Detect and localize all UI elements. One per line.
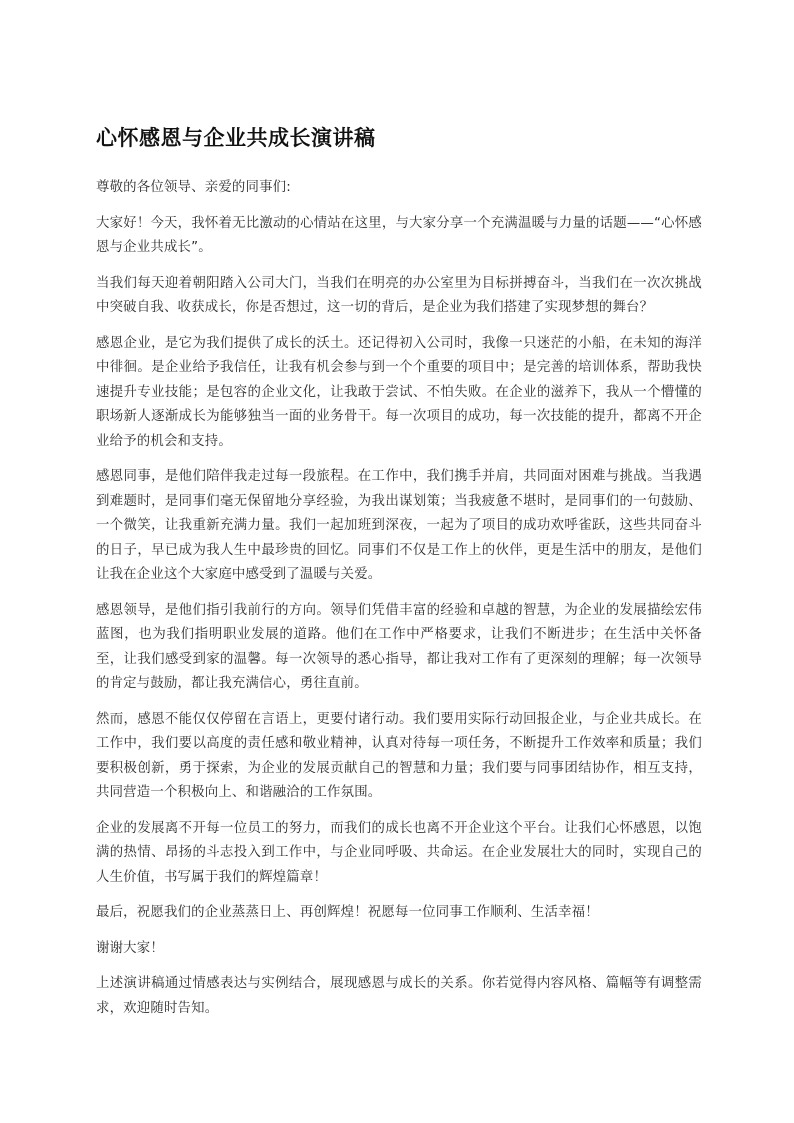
question-paragraph: 当我们每天迎着朝阳踏入公司大门，当我们在明亮的办公室里为目标拼搏奋斗，当我们在一次次挑战中突破自我、收获成长，你是否想过，这一切的背后，是企业为我们搭建了实现梦想的舞台？ [96, 275, 702, 315]
growth-paragraph: 企业的发展离不开每一位员工的努力，而我们的成长也离不开企业这个平台。让我们心怀感恩，以饱满的热情、昂扬的斗志投入到工作中，与企业同呼吸、共命运。在企业发展壮大的同时，实现自己的人生价值，书写属于我们的辉煌篇章！ [96, 820, 702, 885]
thanks-paragraph: 谢谢大家！ [96, 940, 164, 956]
thank-colleagues-paragraph: 感恩同事，是他们陪伴我走过每一段旅程。在工作中，我们携手并肩，共同面对困难与挑战。当我遇到难题时，是同事们毫无保留地分享经验，为我出谋划策；当我疲惫不堪时，是同事们的一句鼓励、一个微笑，让我重新充满力量。我们一起加班到深夜，一起为了项目的成功欢呼雀跃，这些共同奋斗的日子，早已成为我人生中最珍贵的回忆。同事们不仅是工作上的伙伴，更是生活中的朋友，是他们让我在企业这个大家庭中感受到了温暖与关爱。 [96, 469, 702, 582]
action-paragraph: 然而，感恩不能仅仅停留在言语上，更要付诸行动。我们要用实际行动回报企业，与企业共成长。在工作中，我们要以高度的责任感和敬业精神，认真对待每一项任务，不断提升工作效率和质量；我们要积极创新，勇于探索，为企业的发展贡献自己的智慧和力量；我们要与同事团结协作，相互支持，共同营造一个积极向上、和谐融洽的工作氛围。 [96, 711, 702, 800]
wishes-paragraph: 最后，祝愿我们的企业蒸蒸日上、再创辉煌！祝愿每一位同事工作顺利、生活幸福！ [96, 905, 599, 920]
document-title: 心怀感恩与企业共成长演讲稿 [96, 126, 376, 150]
thank-company-paragraph: 感恩企业，是它为我们提供了成长的沃土。还记得初入公司时，我像一只迷茫的小船，在未知的海洋中徘徊。是企业给予我信任，让我有机会参与到一个个重要的项目中；是完善的培训体系，帮助我快速提升专业技能；是包容的企业文化，让我敢于尝试、不怕失败。在企业的滋养下，我从一个懵懂的职场新人逐渐成长为能够独当一面的业务骨干。每一次项目的成功，每一次技能的提升，都离不开企业给予的机会和支持。 [96, 335, 702, 449]
note-paragraph: 上述演讲稿通过情感表达与实例结合，展现感恩与成长的关系。你若觉得内容风格、篇幅等有调整需求，欢迎随时告知。 [96, 976, 702, 1016]
opening-paragraph: 大家好！今天，我怀着无比激动的心情站在这里，与大家分享一个充满温暖与力量的话题——“心怀感恩与企业共成长”。 [96, 215, 702, 255]
document-page [96, 118, 702, 1032]
greeting-paragraph: 尊敬的各位领导、亲爱的同事们: [96, 180, 291, 195]
thank-leaders-paragraph: 感恩领导，是他们指引我前行的方向。领导们凭借丰富的经验和卓越的智慧，为企业的发展描绘宏伟蓝图，也为我们指明职业发展的道路。他们在工作中严格要求，让我们不断进步；在生活中关怀备至，让我们感受到家的温馨。每一次领导的悉心指导，都让我对工作有了更深刻的理解；每一次领导的肯定与鼓励，都让我充满信心，勇往直前。 [96, 602, 702, 691]
